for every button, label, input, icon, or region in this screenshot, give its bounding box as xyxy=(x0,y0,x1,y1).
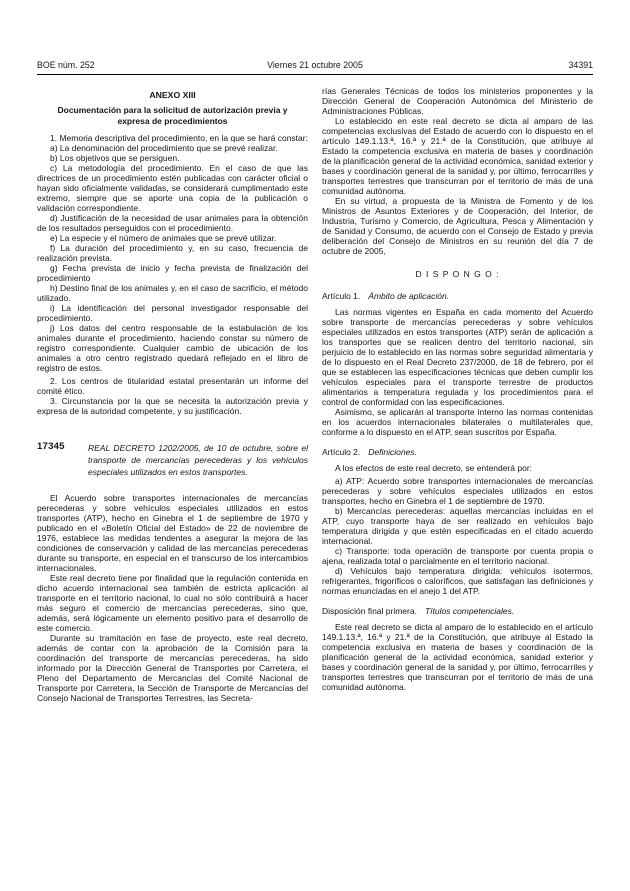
article-title: Definiciones. xyxy=(368,447,417,457)
paragraph: Las normas vigentes en España en cada momento del Acuerdo sobre transporte de mercancías perecederas y sobre vehículos especiales utilizados en estos transportes (ATP) serán de aplicación a los transportes que se realicen dentro del territorio nacional, sin perjuicio de lo establecido en las normas sobre seguridad alimentaria y de lo dispuesto en el Real Decreto 237/2000, de 18 de febrero, por el que se establecen las especificaciones técnicas que deben cumplir los vehículos especiales para el transporte terrestre de productos alimentarios a temperatura regulada y los procedimientos para el control de conformidad con las especificaciones. xyxy=(322,307,593,407)
paragraph: rías Generales Técnicas de todos los ministerios proponentes y la Dirección General de Cooperación Autonómica del Ministerio de Administraciones Públicas. xyxy=(322,86,593,116)
right-column xyxy=(322,86,593,692)
issue-date: Viernes 21 octubre 2005 xyxy=(267,60,363,70)
article-title: Ámbito de aplicación. xyxy=(368,291,450,301)
left-column xyxy=(37,86,308,703)
article-1-heading xyxy=(322,291,593,301)
paragraph: b) Mercancías perecederas: aquellas mercancías incluidas en el ATP, cuyo transporte haya de ser realizado en vehículos bajo temperatura dirigida y que estén especificadas en el citado acuerdo internacional. xyxy=(322,506,593,546)
provision-title: Títulos competenciales. xyxy=(424,606,515,616)
paragraph: d) Justificación de la necesidad de usar animales para la obtención de los resultados perseguidos con el procedimiento. xyxy=(37,213,308,233)
paragraph: 1. Memoria descriptiva del procedimiento, en la que se hará constar: xyxy=(50,133,308,143)
paragraph: h) Destino final de los animales y, en el caso de sacrificio, el método utilizado. xyxy=(37,283,308,303)
paragraph: Asimismo, se aplicarán al transporte interno las normas contenidas en los acuerdos internacionales bilaterales o multilaterales que, conforme a lo dispuesto en el ATP, sean suscritos por España. xyxy=(322,407,593,437)
journal-issue: BOE núm. 252 xyxy=(37,60,95,70)
paragraph: i) La identificación del personal investigador responsable del procedimiento. xyxy=(37,303,308,323)
annex-subtitle: Documentación para la solicitud de autorización previa y expresa de procedimientos xyxy=(57,105,288,126)
paragraph: c) Transporte: toda operación de transporte por cuenta propia o ajena, realizada total o parcialmente en el territorio nacional. xyxy=(322,546,593,566)
paragraph: b) Los objetivos que se persiguen. xyxy=(50,153,180,163)
provision-label: Disposición final primera. xyxy=(322,606,417,616)
decree-title: REAL DECRETO 1202/2005, de 10 de octubre, sobre el transporte de mercancías perecederas y los vehículos especiales utilizados en estos transportes. xyxy=(88,443,308,477)
final-provision-heading xyxy=(322,606,593,616)
paragraph: Este real decreto tiene por finalidad que la regulación contenida en dicho acuerdo internacional sea también de estricta aplicación al transporte en el territorio nacional, lo cual no sólo contribuirá a hacer más seguro el comercio de mercancías perecederas, sino que, además, será lógicamente un elemento positivo para el desarrollo de este comercio. xyxy=(37,573,308,633)
paragraph: a) La denominación del procedimiento que se prevé realizar. xyxy=(50,143,278,153)
paragraph: En su virtud, a propuesta de la Ministra de Fomento y de los Ministros de Asuntos Exteriores y de Cooperación, del Interior, de Industria, Turismo y Comercio, de Agricultura, Pesca y Alimentación y de Sanidad y Consumo, de acuerdo con el Consejo de Estado y previa deliberación del Consejo de Ministros en su reunión del día 7 de octubre de 2005, xyxy=(322,196,593,256)
annex-title: ANEXO XIII xyxy=(149,90,196,100)
paragraph: Este real decreto se dicta al amparo de lo establecido en el artículo 149.1.13.ª, 16.ª y 21.ª de la Constitución, que atribuye al Estado la competencia exclusiva en materia de bases y coordinación de la planificación general de la actividad económica, sanidad exterior y bases y coordinación general de la sanidad y, por último, ferrocarriles y transportes terrestres que transcurran por el territorio de más de una comunidad autónoma. xyxy=(322,622,593,692)
paragraph: j) Los datos del centro responsable de la estabulación de los animales durante el procedimiento, haciendo constar su número de registro correspondiente. Cualquier cambio de ubicación de los animales a otro centro registrado quedará reflejado en el libro de registro de estos. xyxy=(37,323,308,373)
paragraph: El Acuerdo sobre transportes internacionales de mercancías perecederas y sobre vehículos especiales utilizados en estos transportes (ATP), hecho en Ginebra el 1 de septiembre de 1970 y publicado en el «Boletín Oficial del Estado» de 22 de noviembre de 1976, establece las medidas tendentes a asegurar la mejora de las condiciones de conservación y calidad de las mercancías perecederas durante su transporte, en especial en el transcurso de los intercambios internacionales. xyxy=(37,493,308,573)
paragraph: g) Fecha prevista de inicio y fecha prevista de finalización del procedimiento xyxy=(37,263,308,283)
paragraph: f) La duración del procedimiento y, en su caso, frecuencia de realización prevista. xyxy=(37,243,308,263)
paragraph: e) La especie y el número de animales que se prevé utilizar. xyxy=(50,233,277,243)
paragraph: c) La metodología del procedimiento. En el caso de que las directrices de un procedimiento estén publicadas con carácter oficial o hayan sido oficialmente validadas, se considerará cumplimentado este extremo, siempre que se aporte una copia de la publicación o validación correspondiente. xyxy=(37,163,308,213)
article-2-heading xyxy=(322,447,593,457)
paragraph: d) Vehículos bajo temperatura dirigida: vehículos isotermos, refrigerantes, frigoríficos o caloríficos, que satisfagan las definiciones y normas enunciadas en el anejo 1 del ATP. xyxy=(322,566,593,596)
decree-number: 17345 xyxy=(37,441,65,452)
paragraph: Durante su tramitación en fase de proyecto, este real decreto, además de contar con la aprobación de la Comisión para la coordinación del transporte de mercancías perecederas, ha sido informado por la Dirección General de Transportes por Carretera, el Pleno del Departamento de Mercancías del Comité Nacional de Transporte por Carretera, la Sección de Transporte de Mercancías del Consejo Nacional de Transportes Terrestres, las Secreta- xyxy=(37,633,308,703)
article-label: Artículo 1. xyxy=(322,291,361,301)
paragraph: Lo establecido en este real decreto se dicta al amparo de las competencias exclusivas del Estado de acuerdo con lo dispuesto en el artículo 149.1.13.ª, 16.ª y 21.ª de la Constitución, que atribuye al Estado la competencia exclusiva en materia de bases y coordinación de la planificación general de la actividad económica, sanidad exterior y bases y coordinación general de la sanidad y, por último, ferrocarriles y transportes terrestres que transcurran por el territorio de más de una comunidad autónoma. xyxy=(322,116,593,196)
page-number: 34391 xyxy=(568,60,593,70)
paragraph: a) ATP: Acuerdo sobre transportes internacionales de mercancías perecederas y sobre vehículos especiales utilizados en estos transportes, hecho en Ginebra el 1 de septiembre de 1970. xyxy=(322,476,593,506)
article-label: Artículo 2. xyxy=(322,447,361,457)
header-rule xyxy=(37,74,593,75)
paragraph: 2. Los centros de titularidad estatal presentarán un informe del comité ético. xyxy=(37,376,308,396)
page-header xyxy=(37,60,593,72)
decree-heading xyxy=(37,442,308,478)
paragraph: 3. Circunstancia por la que se necesita la autorización previa y expresa de la autoridad competente, y su justificación. xyxy=(37,396,308,416)
dispongo-heading: D I S P O N G O : xyxy=(415,269,500,279)
paragraph: A los efectos de este real decreto, se entenderá por: xyxy=(335,463,533,473)
